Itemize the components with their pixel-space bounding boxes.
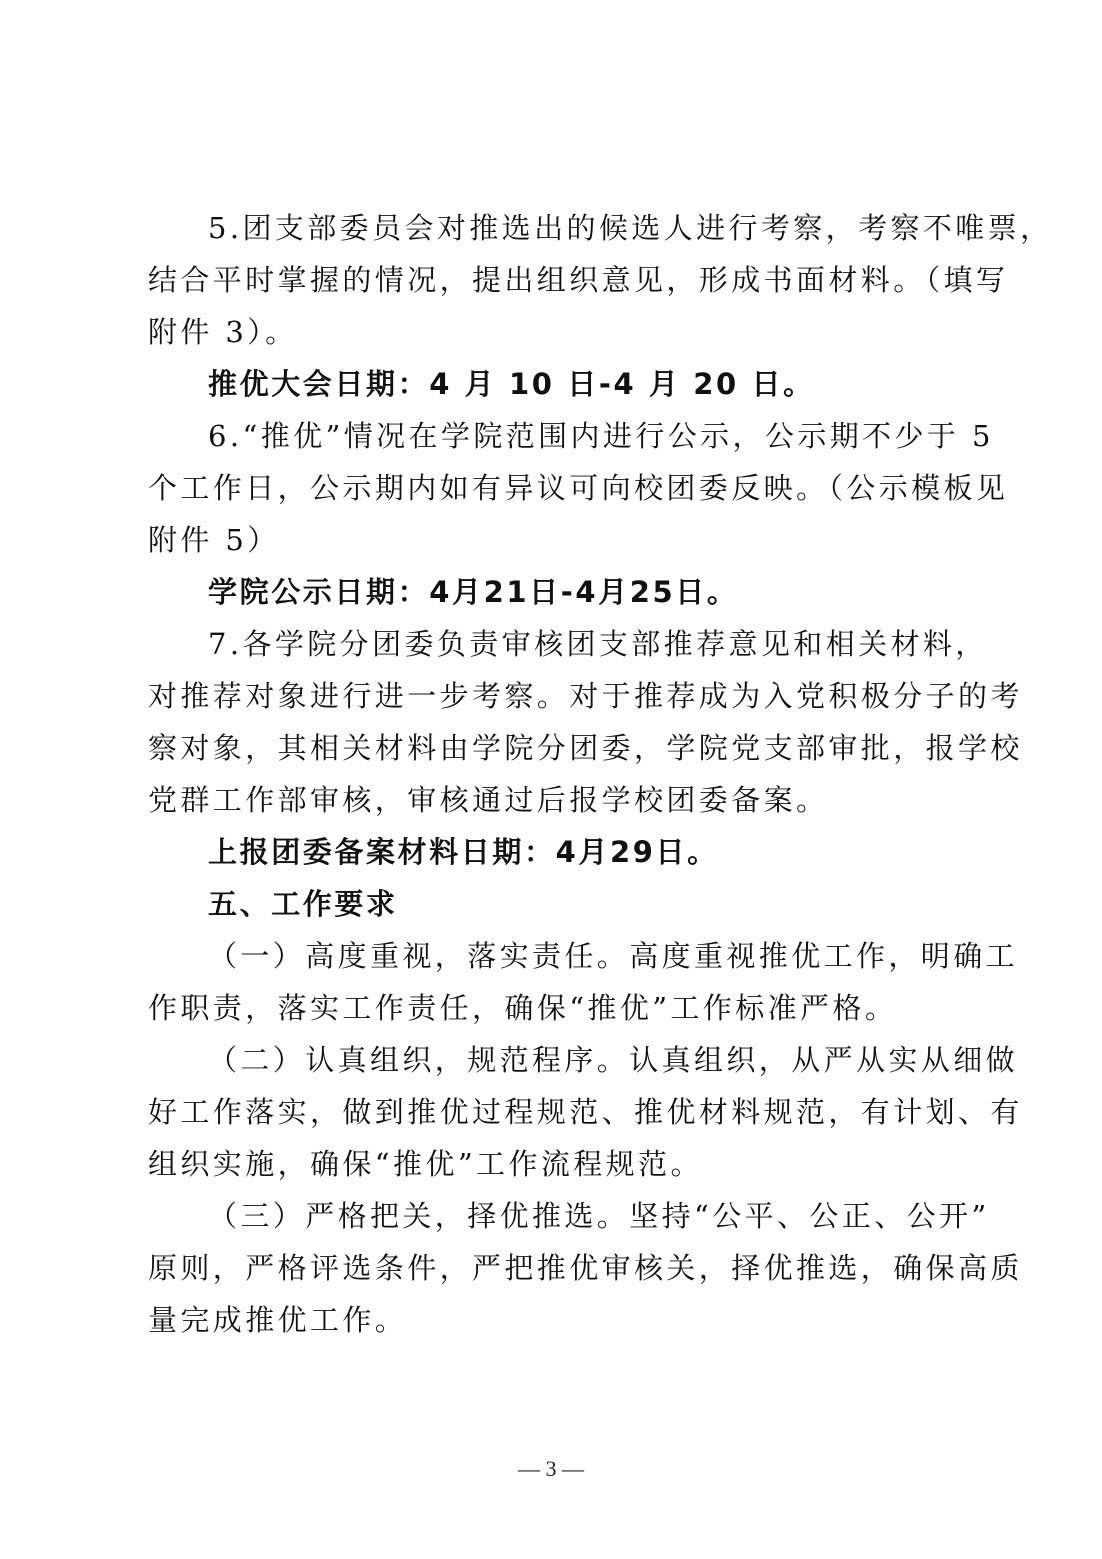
requirement-3-line-3: 量完成推优工作。 xyxy=(148,1303,408,1337)
page-number: — 3 — xyxy=(518,1456,584,1481)
requirement-1-line-1: （一）高度重视，落实责任。高度重视推优工作，明确工 xyxy=(208,939,1019,973)
requirement-3-line-2: 原则，严格评选条件，严把推优审核关，择优推选，确保高质 xyxy=(148,1251,1023,1285)
paragraph-7-line-3: 察对象，其相关材料由学院分团委，学院党支部审批，报学校 xyxy=(148,731,1023,765)
paragraph-5-line-3: 附件 3）。 xyxy=(148,315,298,349)
meeting-date-heading: 推优大会日期：4 月 10 日-4 月 20 日。 xyxy=(208,367,815,401)
paragraph-6-line-1: 6.“推优”情况在学院范围内进行公示，公示期不少于 5 xyxy=(208,419,994,453)
filing-date-heading: 上报团委备案材料日期：4月29日。 xyxy=(208,835,719,869)
paragraph-7-line-1: 7.各学院分团委负责审核团支部推荐意见和相关材料， xyxy=(208,627,988,661)
paragraph-5-line-1: 5.团支部委员会对推选出的候选人进行考察，考察不唯票， xyxy=(208,211,1053,245)
paragraph-6-line-2: 个工作日，公示期内如有异议可向校团委反映。（公示模板见 xyxy=(148,471,1009,505)
paragraph-7-line-2: 对推荐对象进行进一步考察。对于推荐成为入党积极分子的考 xyxy=(148,679,1023,713)
requirement-3-line-1: （三）严格把关，择优推选。坚持“公平、公正、公开” xyxy=(208,1199,990,1233)
paragraph-7-line-4: 党群工作部审核，审核通过后报学校团委备案。 xyxy=(148,783,829,817)
paragraph-6-line-3: 附件 5） xyxy=(148,523,280,557)
requirement-1-line-2: 作职责，落实工作责任，确保“推优”工作标准严格。 xyxy=(148,991,898,1025)
paragraph-5-line-2: 结合平时掌握的情况，提出组织意见，形成书面材料。（填写 xyxy=(148,263,1009,297)
requirement-2-line-3: 组织实施，确保“推优”工作流程规范。 xyxy=(148,1147,703,1181)
requirement-2-line-2: 好工作落实，做到推优过程规范、推优材料规范，有计划、有 xyxy=(148,1095,1023,1129)
requirement-2-line-1: （二）认真组织，规范程序。认真组织，从严从实从细做 xyxy=(208,1043,1019,1077)
publicity-date-heading: 学院公示日期：4月21日-4月25日。 xyxy=(208,575,739,609)
section-5-heading: 五、工作要求 xyxy=(208,887,398,921)
